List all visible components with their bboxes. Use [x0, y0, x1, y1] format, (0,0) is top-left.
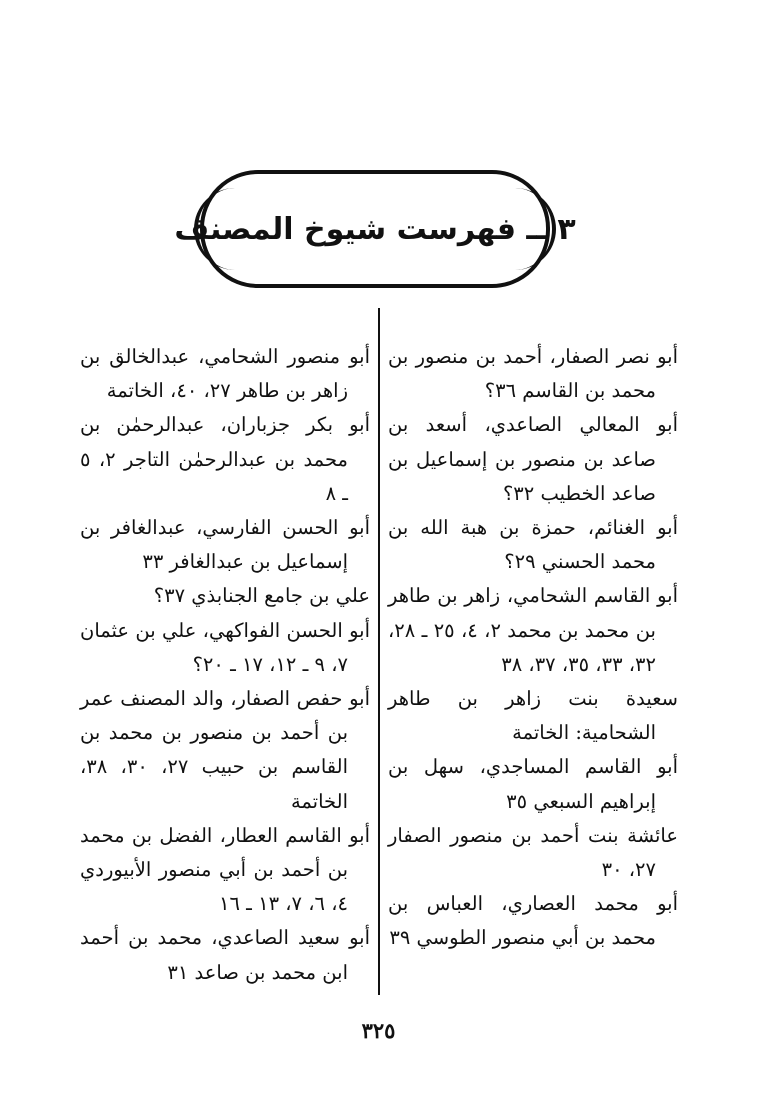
- index-entry: أبو محمد العصاري، العباس بن محمد بن أبي منصور الطوسي ٣٩: [388, 892, 678, 950]
- index-entry: سعيدة بنت زاهر بن طاهر الشحامية: الخاتمة: [388, 687, 678, 745]
- index-entry: أبو القاسم العطار، الفضل بن محمد بن أحمد بن أبي منصور الأبيوردي ٤، ٦، ٧، ١٣ ـ ١٦: [80, 823, 370, 916]
- index-entry: أبو القاسم الشحامي، زاهر بن طاهر بن محمد بن محمد ٢، ٤، ٢٥ ـ ٢٨، ٣٢، ٣٣، ٣٥، ٣٧، ٣٨: [388, 584, 678, 676]
- index-entry: أبو المعالي الصاعدي، أسعد بن صاعد بن منصور بن إسماعيل بن صاعد الخطيب ٣٢؟: [388, 413, 678, 505]
- right-column: [388, 340, 678, 956]
- index-entry: أبو الغنائم، حمزة بن هبة الله بن محمد الحسني ٢٩؟: [388, 516, 678, 574]
- index-entry: علي بن جامع الجنابذي ٣٧؟: [153, 584, 370, 608]
- index-entry: أبو حفص الصفار، والد المصنف عمر بن أحمد بن منصور بن محمد بن القاسم بن حبيب ٢٧، ٣٠، ٣٨، الخاتمة: [80, 687, 370, 813]
- index-entry: أبو الحسن الفواكهي، علي بن عثمان ٧، ٩ ـ ١٢، ١٧ ـ ٢٠؟: [80, 618, 370, 676]
- left-column: [80, 340, 370, 990]
- section-title: ٣ ــ فهرست شيوخ المصنف: [174, 211, 576, 247]
- index-entry: أبو بكر جزباران، عبدالرحمٰن بن محمد بن عبدالرحمٰن التاجر ٢، ٥ ـ ٨: [80, 413, 370, 505]
- index-entry: عائشة بنت أحمد بن منصور الصفار ٢٧، ٣٠: [388, 823, 678, 882]
- index-entry: أبو نصر الصفار، أحمد بن منصور بن محمد بن القاسم ٣٦؟: [388, 345, 678, 403]
- column-divider: [378, 308, 380, 995]
- index-entry: أبو سعيد الصاعدي، محمد بن أحمد ابن محمد بن صاعد ٣١: [80, 926, 370, 984]
- index-entry: أبو القاسم المساجدي، سهل بن إبراهيم السبعي ٣٥: [388, 755, 678, 813]
- page-number: ٣٢٥: [361, 1018, 396, 1043]
- section-title-frame: [174, 170, 576, 288]
- index-entry: أبو منصور الشحامي، عبدالخالق بن زاهر بن طاهر ٢٧، ٤٠، الخاتمة: [80, 345, 370, 403]
- index-entry: أبو الحسن الفارسي، عبدالغافر بن إسماعيل بن عبدالغافر ٣٣: [80, 516, 370, 574]
